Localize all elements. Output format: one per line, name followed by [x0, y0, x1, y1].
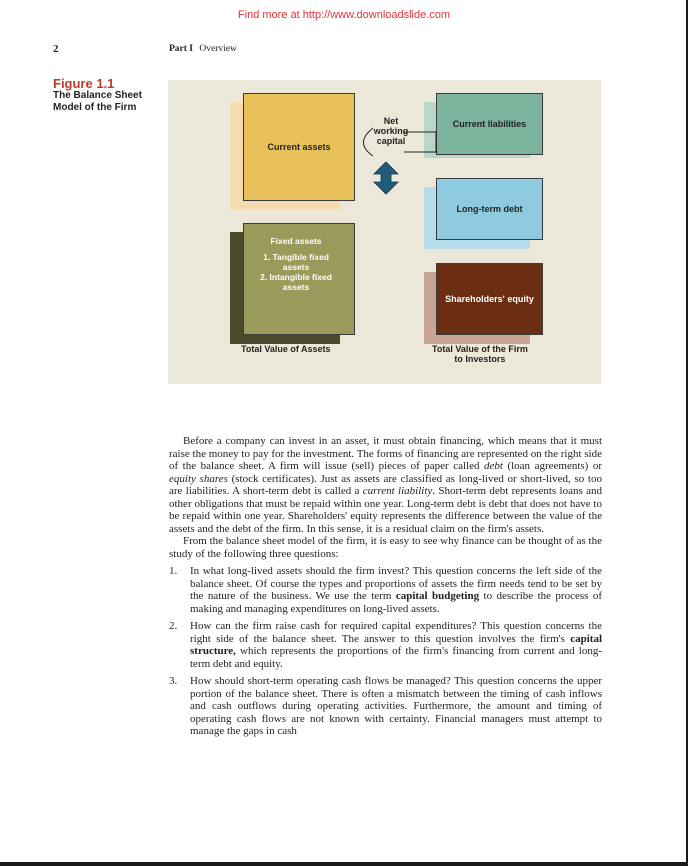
paragraph-three-questions: From the balance sheet model of the firm, it is easy to see why finance can be thought of as the study of the following three questions: — [169, 535, 602, 560]
list-item — [169, 675, 602, 738]
page-edge-bottom — [0, 862, 688, 866]
total-investors-line-1: Total Value of the Firm — [432, 344, 528, 354]
nwc-line-2: working — [373, 126, 409, 136]
term-current-liability: current liability — [362, 485, 433, 497]
page-number: 2 — [53, 43, 59, 55]
p1-text-b: (loan agreements) or — [502, 460, 603, 472]
p1-text-d: . Short-term debt represents loans and other obligations that must be repaid within one year. Long-term debt is debt that does not have to be repaid within one year. Shareholders' equity represents the difference between the value of the assets and the debt of the firm. In this sense, it is a residual claim on the firm's assets. — [169, 485, 602, 535]
watermark-link[interactable]: Find more at http://www.downloadslide.com — [237, 9, 451, 21]
list-item-text-end: which represents the proportions of the firm's financing from current and long-term debt and equity. — [190, 645, 602, 670]
fixed-assets-label: Fixed assets — [270, 236, 322, 246]
figure-caption: The Balance Sheet Model of the Firm — [53, 90, 142, 113]
term-debt: debt — [483, 460, 503, 472]
figure-number: Figure 1.1 — [53, 76, 115, 91]
p1-text-a: Before a company can invest in an asset, it must obtain financing, which means that it must raise the money to pay for the investment. The forms of financing are represented on the right side of the balance sheet. A firm will issue (sell) pieces of paper called — [169, 435, 602, 472]
list-item-text-end: to describe the process of making and managing expenditures on long-lived assets. — [190, 590, 603, 615]
double-arrow-icon — [374, 162, 398, 194]
list-item — [169, 620, 602, 670]
running-head — [169, 44, 237, 54]
net-working-capital-label — [366, 116, 416, 146]
current-liabilities-label: Current liabilities — [452, 119, 527, 129]
term-capital-budgeting: capital budgeting — [395, 590, 480, 602]
term-capital-structure: capital structure, — [190, 632, 602, 657]
list-item-text: How can the firm raise cash for required capital expenditures? This question concerns the right side of the balance sheet. The answer to this question involves the firm's — [190, 620, 602, 645]
shareholders-equity-label: Shareholders' equity — [445, 294, 534, 304]
list-item — [169, 565, 602, 615]
total-assets-label: Total Value of Assets — [241, 344, 331, 354]
list-item-number: 1. — [169, 565, 178, 577]
running-head-part: Part I — [169, 44, 194, 54]
nwc-line-1: Net — [383, 116, 399, 126]
running-head-title: Overview — [199, 44, 237, 54]
body-text — [169, 435, 602, 743]
paragraph-financing — [169, 435, 602, 535]
tangible-fixed-assets: 1. Tangible fixed assets — [263, 252, 329, 272]
p1-text-c: (stock certificates). Just as assets are classified as long-lived or short-lived, so too are liabilities. A short-term debt is called a — [169, 472, 602, 497]
total-investors-label — [432, 344, 528, 364]
current-assets-label: Current assets — [267, 142, 331, 152]
questions-list — [169, 565, 602, 738]
list-item-number: 3. — [169, 675, 178, 687]
list-item-text: In what long-lived assets should the firm invest? This question concerns the left side of the balance sheet. Of course the types and proportions of assets the firm needs tend to be set by the nature of the business. We use the term — [190, 565, 602, 602]
long-term-debt-label: Long-term debt — [456, 204, 523, 214]
list-item-number: 2. — [169, 620, 178, 632]
intangible-fixed-assets: 2. Intangible fixed assets — [260, 272, 332, 292]
nwc-line-3: capital — [376, 136, 406, 146]
total-investors-line-2: to Investors — [454, 354, 506, 364]
balance-sheet-figure — [168, 80, 601, 384]
list-item-text: How should short-term operating cash flows be managed? This question concerns the upper portion of the balance sheet. There is often a mismatch between the timing of cash inflows and cash outflows during operating activities. Furthermore, the amount and timing of operating cash flows are not known with certainty. Financial managers must attempt to manage the gaps in cash — [190, 675, 602, 737]
term-equity-shares: equity shares — [169, 472, 228, 485]
